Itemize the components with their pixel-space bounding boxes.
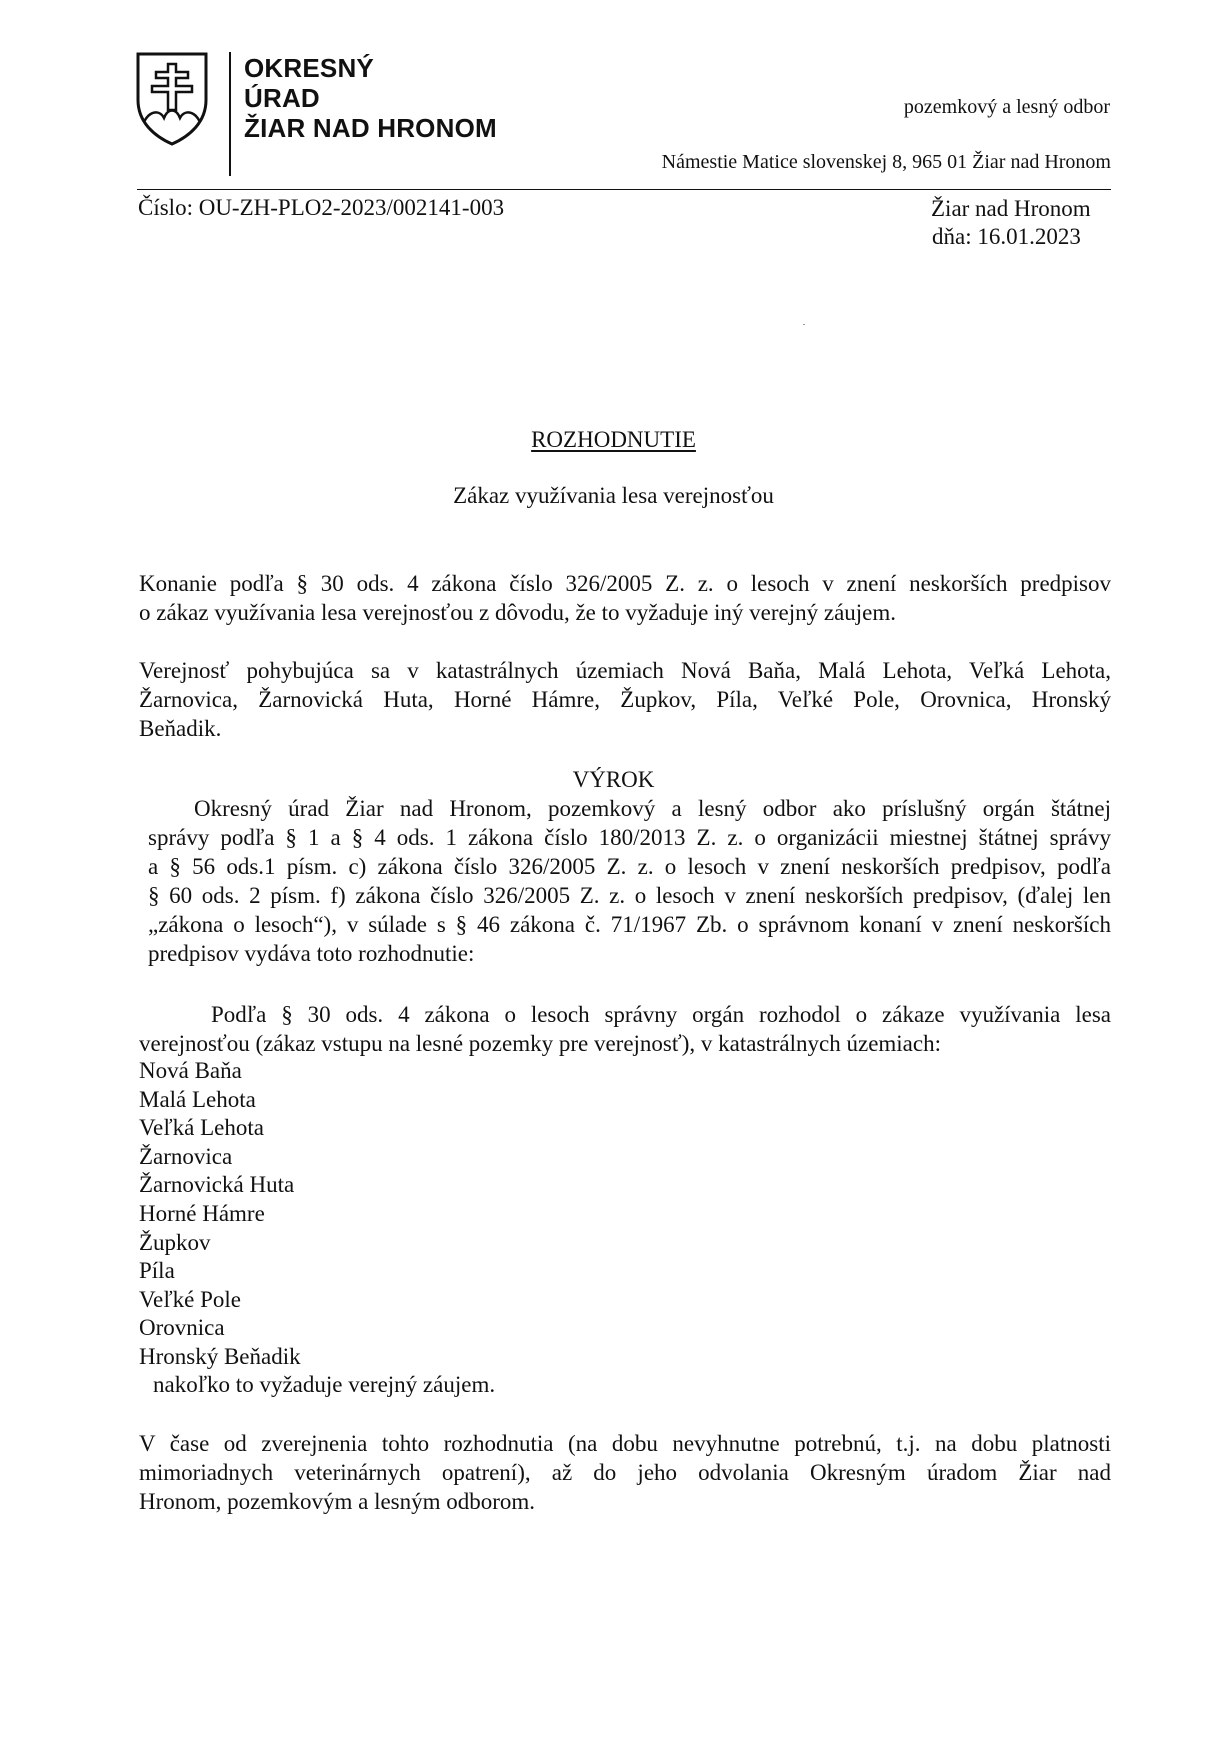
office-name bbox=[244, 53, 497, 143]
issue-city: Žiar nad Hronom bbox=[931, 196, 1091, 221]
text-line: Okresný úrad Žiar nad Hronom, pozemkový a lesný odbor ako príslušný orgán štátnej bbox=[194, 796, 1111, 821]
reference-number: Číslo: OU-ZH-PLO2-2023/002141-003 bbox=[138, 195, 505, 220]
paragraph-validity bbox=[139, 1429, 1111, 1516]
list-item: Žarnovica bbox=[139, 1143, 233, 1169]
text-line: a § 56 ods.1 písm. c) zákona číslo 326/2005 Z. z. o lesoch v znení neskorších predpisov, podľa bbox=[148, 854, 1111, 879]
place-and-date bbox=[931, 195, 1091, 251]
issue-date: dňa: 16.01.2023 bbox=[932, 224, 1081, 249]
list-item: Hronský Beňadik bbox=[139, 1343, 301, 1369]
department: pozemkový a lesný odbor bbox=[903, 96, 1110, 118]
paragraph-verdict bbox=[148, 794, 1111, 968]
text-line: mimoriadnych veterinárnych opatrení), až do jeho odvolania Okresným úradom Žiar nad bbox=[139, 1460, 1111, 1485]
list-item: Župkov bbox=[139, 1229, 211, 1255]
list-item: Nová Baňa bbox=[139, 1058, 242, 1083]
text-line: Konanie podľa § 30 ods. 4 zákona číslo 326/2005 Z. z. o lesoch v znení neskorších predpisov bbox=[139, 571, 1111, 596]
list-item: Orovnica bbox=[139, 1315, 225, 1341]
list-item: Malá Lehota bbox=[139, 1086, 256, 1112]
paragraph-proceedings bbox=[139, 569, 1111, 627]
list-item: Horné Hámre bbox=[139, 1200, 265, 1226]
document-subtitle: Zákaz využívania lesa verejnosťou bbox=[453, 483, 774, 508]
list-item: Veľká Lehota bbox=[139, 1115, 264, 1141]
verdict-heading: VÝROK bbox=[572, 767, 655, 792]
office-name-line-1: OKRESNÝ bbox=[244, 53, 374, 83]
letterhead-divider bbox=[229, 52, 231, 176]
office-name-line-3: ŽIAR NAD HRONOM bbox=[244, 113, 497, 143]
text-line: predpisov vydáva toto rozhodnutie: bbox=[148, 941, 475, 966]
list-item: Píla bbox=[139, 1258, 175, 1284]
text-line: Beňadik. bbox=[139, 716, 222, 741]
paragraph-decision bbox=[139, 1000, 1111, 1058]
text-line: „zákona o lesoch“), v súlade s § 46 zákona č. 71/1967 Zb. o správnom konaní v znení neskorších bbox=[148, 912, 1111, 937]
text-line: správy podľa § 1 a § 4 ods. 1 zákona číslo 180/2013 Z. z. o organizácii miestnej štátnej správy bbox=[148, 825, 1111, 850]
text-line: o zákaz využívania lesa verejnosťou z dôvodu, že to vyžaduje iný verejný záujem. bbox=[139, 600, 897, 625]
text-line: Verejnosť pohybujúca sa v katastrálnych územiach Nová Baňa, Malá Lehota, Veľká Lehota, bbox=[139, 658, 1111, 683]
paragraph-parties bbox=[139, 656, 1111, 743]
text-line: Žarnovica, Žarnovická Huta, Horné Hámre, Župkov, Píla, Veľké Pole, Orovnica, Hronský bbox=[139, 687, 1111, 712]
slovak-coat-of-arms-icon bbox=[132, 48, 212, 148]
list-item: Žarnovická Huta bbox=[139, 1172, 295, 1198]
text-line: verejnosťou (zákaz vstupu na lesné pozemky pre verejnosť), v katastrálnych územiach: bbox=[139, 1031, 941, 1056]
document-title-text: ROZHODNUTIE bbox=[531, 427, 696, 452]
document-title bbox=[0, 427, 1227, 453]
text-line: § 60 ods. 2 písm. f) zákona číslo 326/2005 Z. z. o lesoch v znení neskorších predpisov, (ďalej len bbox=[148, 883, 1111, 908]
scan-speck bbox=[803, 324, 805, 325]
text-line: V čase od zverejnenia tohto rozhodnutia (na dobu nevyhnutne potrebnú, t.j. na dobu platnosti bbox=[139, 1431, 1111, 1456]
text-line: Hronom, pozemkovým a lesným odborom. bbox=[139, 1489, 536, 1514]
cadastral-areas-list bbox=[139, 1057, 301, 1372]
office-address: Námestie Matice slovenskej 8, 965 01 Žiar nad Hronom bbox=[661, 151, 1111, 173]
closing-line: nakoľko to vyžaduje verejný záujem. bbox=[153, 1372, 496, 1397]
office-name-line-2: ÚRAD bbox=[244, 83, 320, 113]
header-rule bbox=[137, 189, 1111, 190]
list-item: Veľké Pole bbox=[139, 1286, 241, 1312]
text-line: Podľa § 30 ods. 4 zákona o lesoch správny orgán rozhodol o zákaze využívania lesa bbox=[211, 1002, 1111, 1027]
